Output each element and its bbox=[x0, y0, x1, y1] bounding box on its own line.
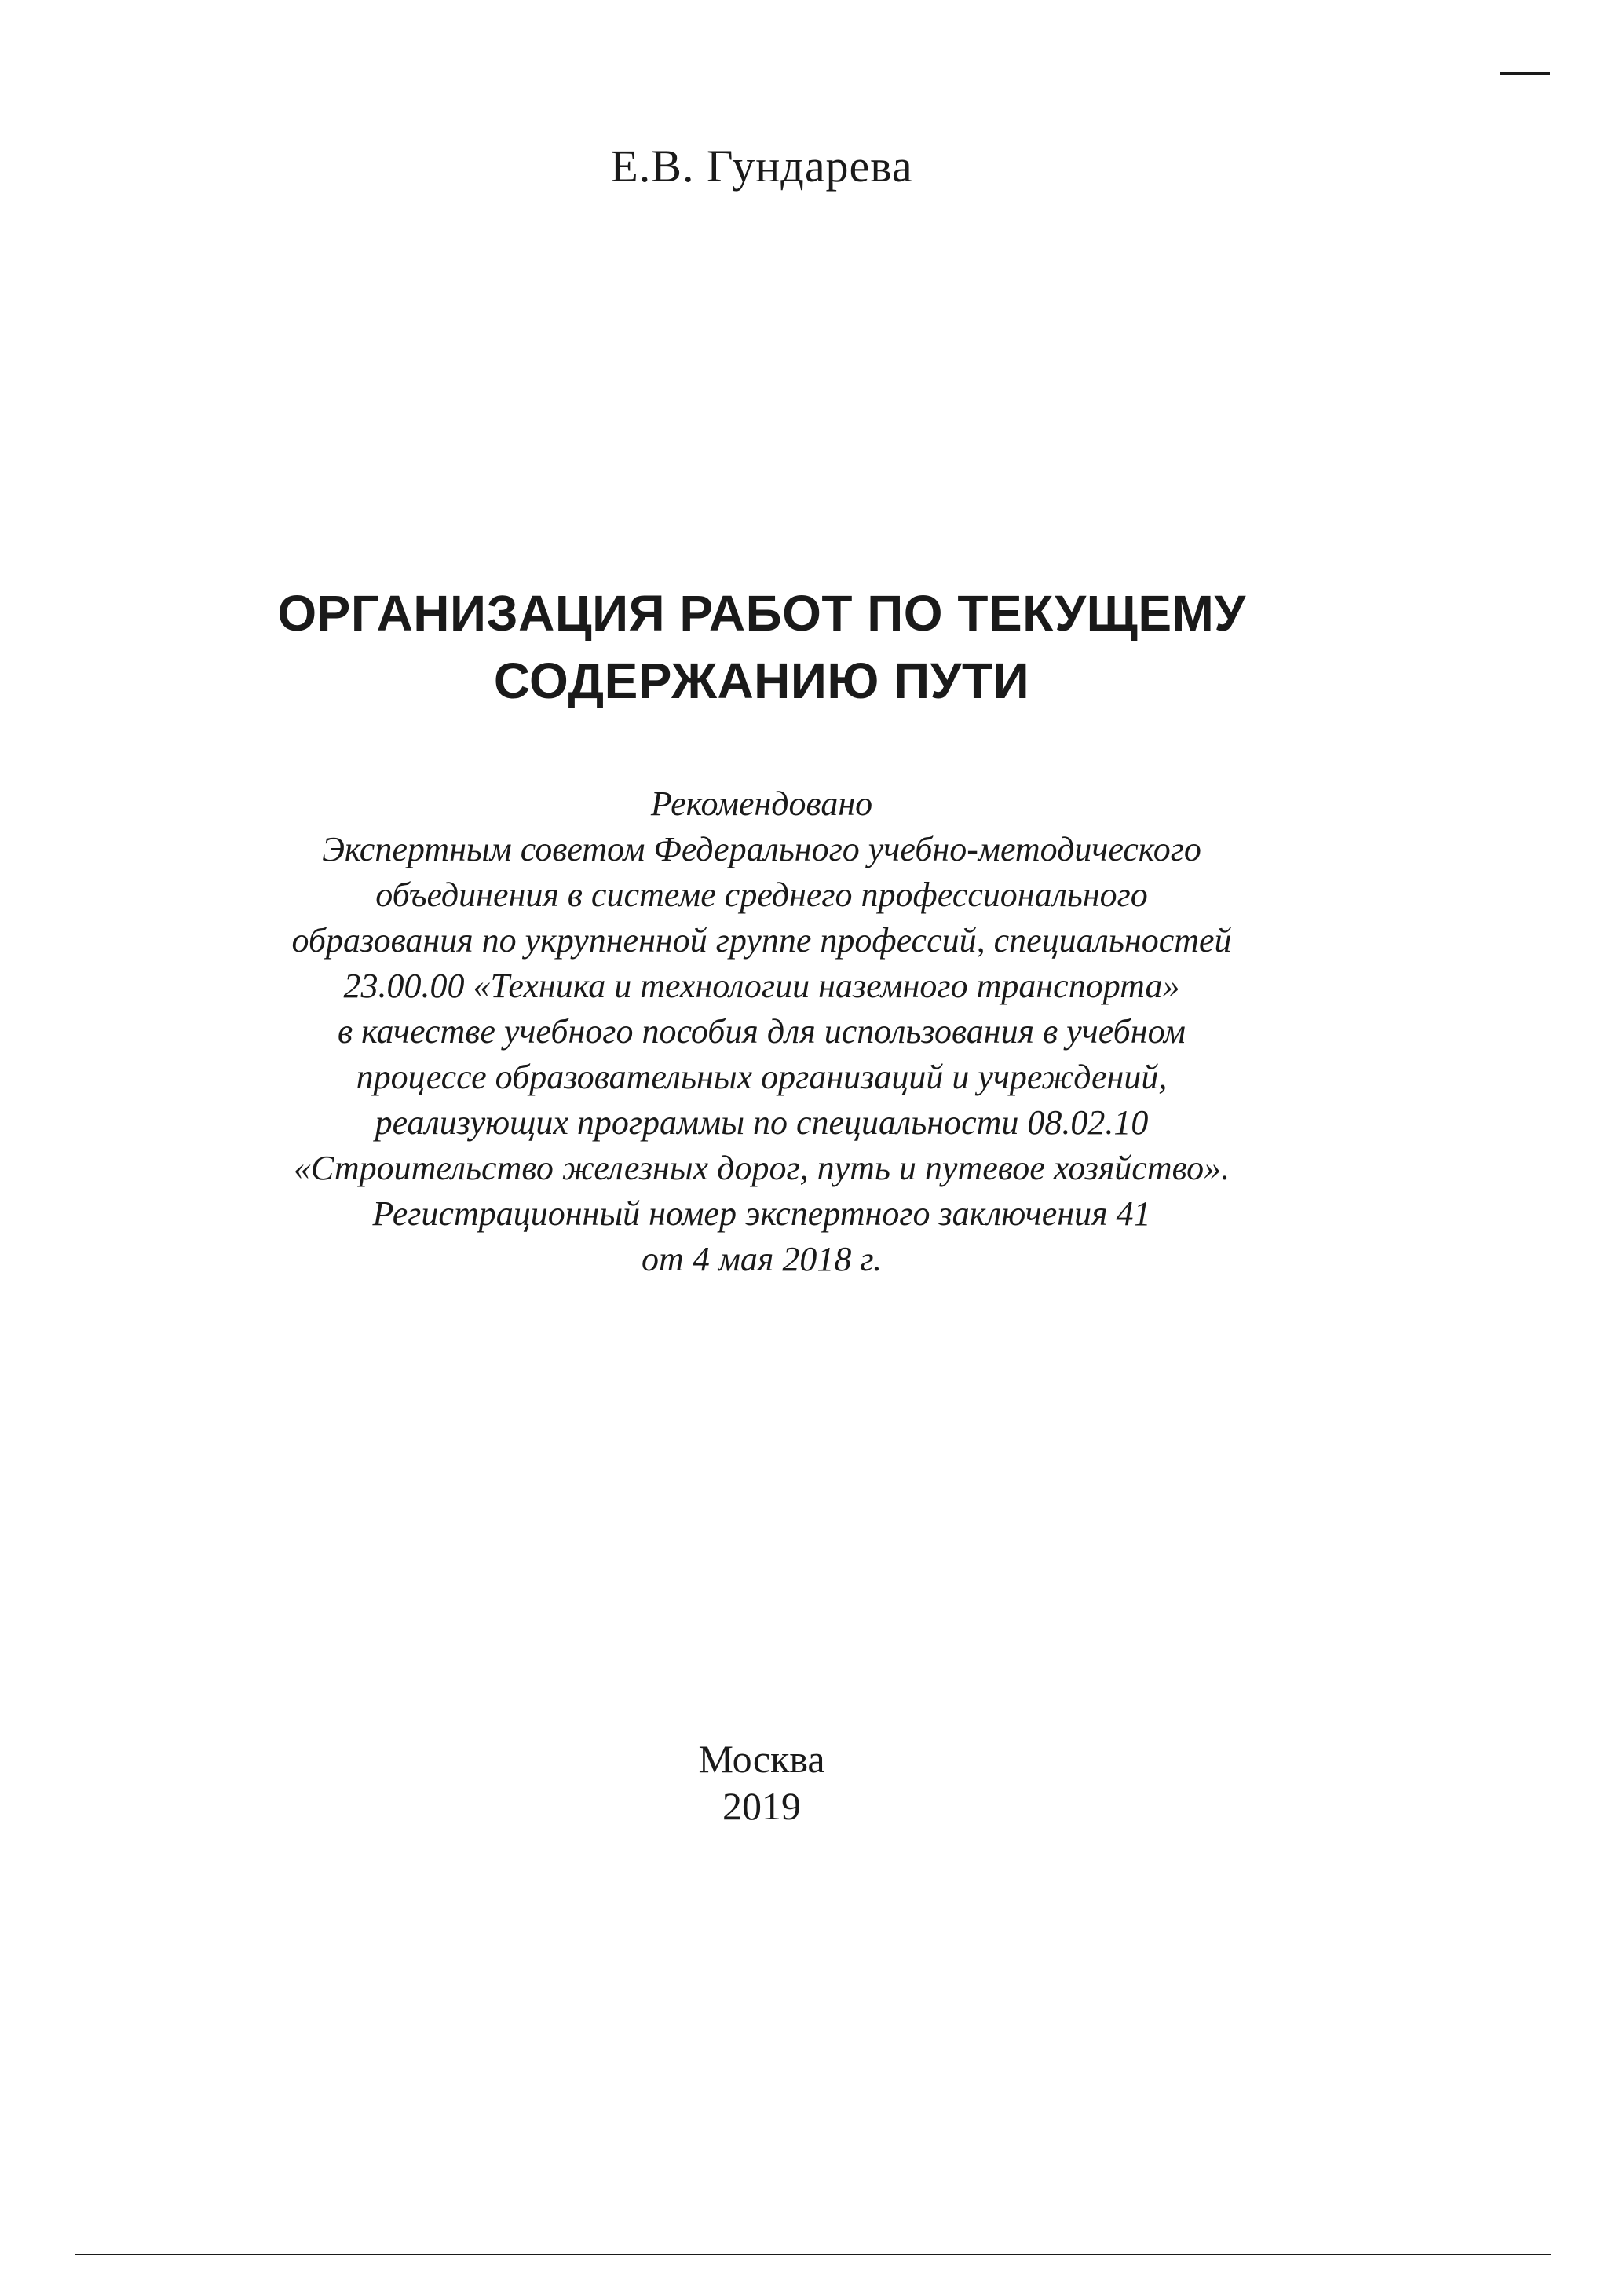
book-title bbox=[0, 579, 1523, 715]
recommendation-line: образования по укрупненной группе профессий, специальностей bbox=[291, 921, 1232, 960]
recommendation-line: Экспертным советом Федерального учебно-методического bbox=[322, 830, 1201, 868]
recommendation-line: «Строительство железных дорог, путь и путевое хозяйство». bbox=[293, 1149, 1230, 1187]
recommendation-line: процессе образовательных организаций и учреждений, bbox=[356, 1058, 1168, 1096]
recommendation-line: объединения в системе среднего профессионального bbox=[375, 876, 1148, 914]
corner-rule bbox=[1500, 72, 1550, 75]
author-name: Е.В. Гундарева bbox=[610, 141, 913, 192]
recommendation-line: от 4 мая 2018 г. bbox=[642, 1240, 882, 1278]
imprint-city: Москва bbox=[698, 1737, 825, 1781]
recommendation-block bbox=[0, 781, 1523, 1282]
recommendation-heading: Рекомендовано bbox=[650, 784, 873, 823]
book-title-line-2: СОДЕРЖАНИЮ ПУТИ bbox=[493, 653, 1030, 709]
recommendation-line: реализующих программы по специальности 08.02.10 bbox=[375, 1103, 1149, 1142]
recommendation-line: 23.00.00 «Техника и технологии наземного транспорта» bbox=[343, 967, 1180, 1005]
recommendation-line: в качестве учебного пособия для использования в учебном bbox=[337, 1012, 1186, 1051]
imprint bbox=[0, 1735, 1523, 1830]
bottom-rule bbox=[75, 2254, 1551, 2255]
book-title-line-1: ОРГАНИЗАЦИЯ РАБОТ ПО ТЕКУЩЕМУ bbox=[277, 585, 1246, 642]
recommendation-line: Регистрационный номер экспертного заключения 41 bbox=[372, 1194, 1151, 1233]
imprint-year: 2019 bbox=[722, 1784, 801, 1828]
